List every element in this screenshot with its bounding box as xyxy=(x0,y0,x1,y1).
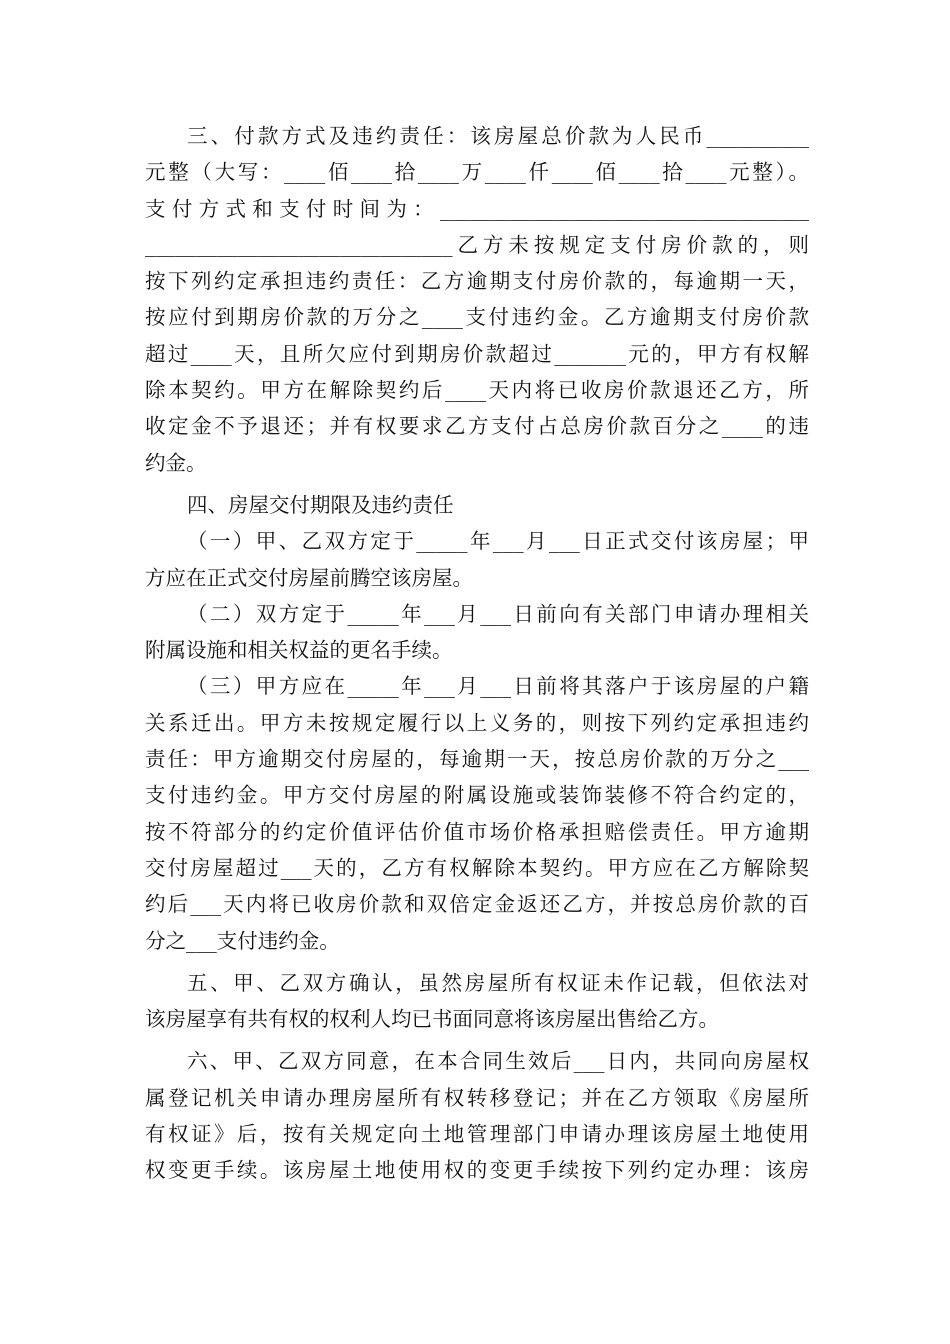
text-line: 该房屋享有共有权的权利人均已书面同意将该房屋出售给乙方。 xyxy=(145,1007,719,1032)
text-line: 约后___天内将已收房价款和双倍定金返还乙方，并按总房价款的百 xyxy=(145,892,809,917)
text-line: 权变更手续。该房屋土地使用权的变更手续按下列约定办理：该房 xyxy=(145,1158,809,1183)
text-line: 三、付款方式及违约责任：该房屋总价款为人民币__________ xyxy=(187,124,809,148)
text-line: 按不符部分的约定价值评估价值市场价格承担赔偿责任。甲方逾期 xyxy=(145,819,809,844)
text-line: 方应在正式交付房屋前腾空该房屋。 xyxy=(145,565,473,590)
text-line: 按下列约定承担违约责任：乙方逾期支付房价款的，每逾期一天， xyxy=(145,269,809,294)
text-line: 超过____天，且所欠应付到期房价款超过_______元的，甲方有权解 xyxy=(145,341,809,366)
text-line: 附属设施和相关权益的更名手续。 xyxy=(145,638,453,663)
text-line: 属登记机关申请办理房屋所有权转移登记；并在乙方领取《房屋所 xyxy=(145,1085,809,1110)
text-line: （二）双方定于_____年___月___日前向有关部门申请办理相关 xyxy=(187,601,809,626)
text-line: 关系迁出。甲方未按规定履行以上义务的，则按下列约定承担违约 xyxy=(145,710,809,735)
document-page xyxy=(145,118,809,1189)
text-line: 责任：甲方逾期交付房屋的，每逾期一天，按总房价款的万分之___ xyxy=(145,747,809,772)
text-line: 支付违约金。甲方交付房屋的附属设施或装饰装修不符合约定的， xyxy=(145,783,809,808)
text-line: 约金。 xyxy=(145,450,207,475)
text-line: 五、甲、乙双方确认，虽然房屋所有权证未作记载，但依法对 xyxy=(187,970,809,995)
text-line: （一）甲、乙双方定于_____年___月___日正式交付该房屋；甲 xyxy=(187,529,809,554)
text-line: 支付方式和支付时间为：____________________________________ xyxy=(145,196,809,221)
text-line: 元整（大写：____佰____拾____万____仟____佰____拾____元整）。 xyxy=(145,160,809,185)
text-line: 六、甲、乙双方同意，在本合同生效后___日内，共同向房屋权 xyxy=(187,1049,809,1074)
text-line: 按应付到期房价款的万分之____支付违约金。乙方逾期支付房价款 xyxy=(145,305,809,330)
text-line: 除本契约。甲方在解除契约后____天内将已收房价款退还乙方，所 xyxy=(145,378,809,403)
text-line: 有权证》后，按有关规定向土地管理部门申请办理该房屋土地使用 xyxy=(145,1122,809,1147)
text-line: （三）甲方应在_____年___月___日前将其落户于该房屋的户籍 xyxy=(187,674,809,699)
text-line: 四、房屋交付期限及违约责任 xyxy=(187,492,454,517)
text-line: 交付房屋超过___天的，乙方有权解除本契约。甲方应在乙方解除契 xyxy=(145,855,809,880)
text-line: ______________________________乙方未按规定支付房价款的，则 xyxy=(145,232,809,257)
text-line: 分之___支付违约金。 xyxy=(145,928,340,953)
text-line: 收定金不予退还；并有权要求乙方支付占总房价款百分之____的违 xyxy=(145,414,809,439)
